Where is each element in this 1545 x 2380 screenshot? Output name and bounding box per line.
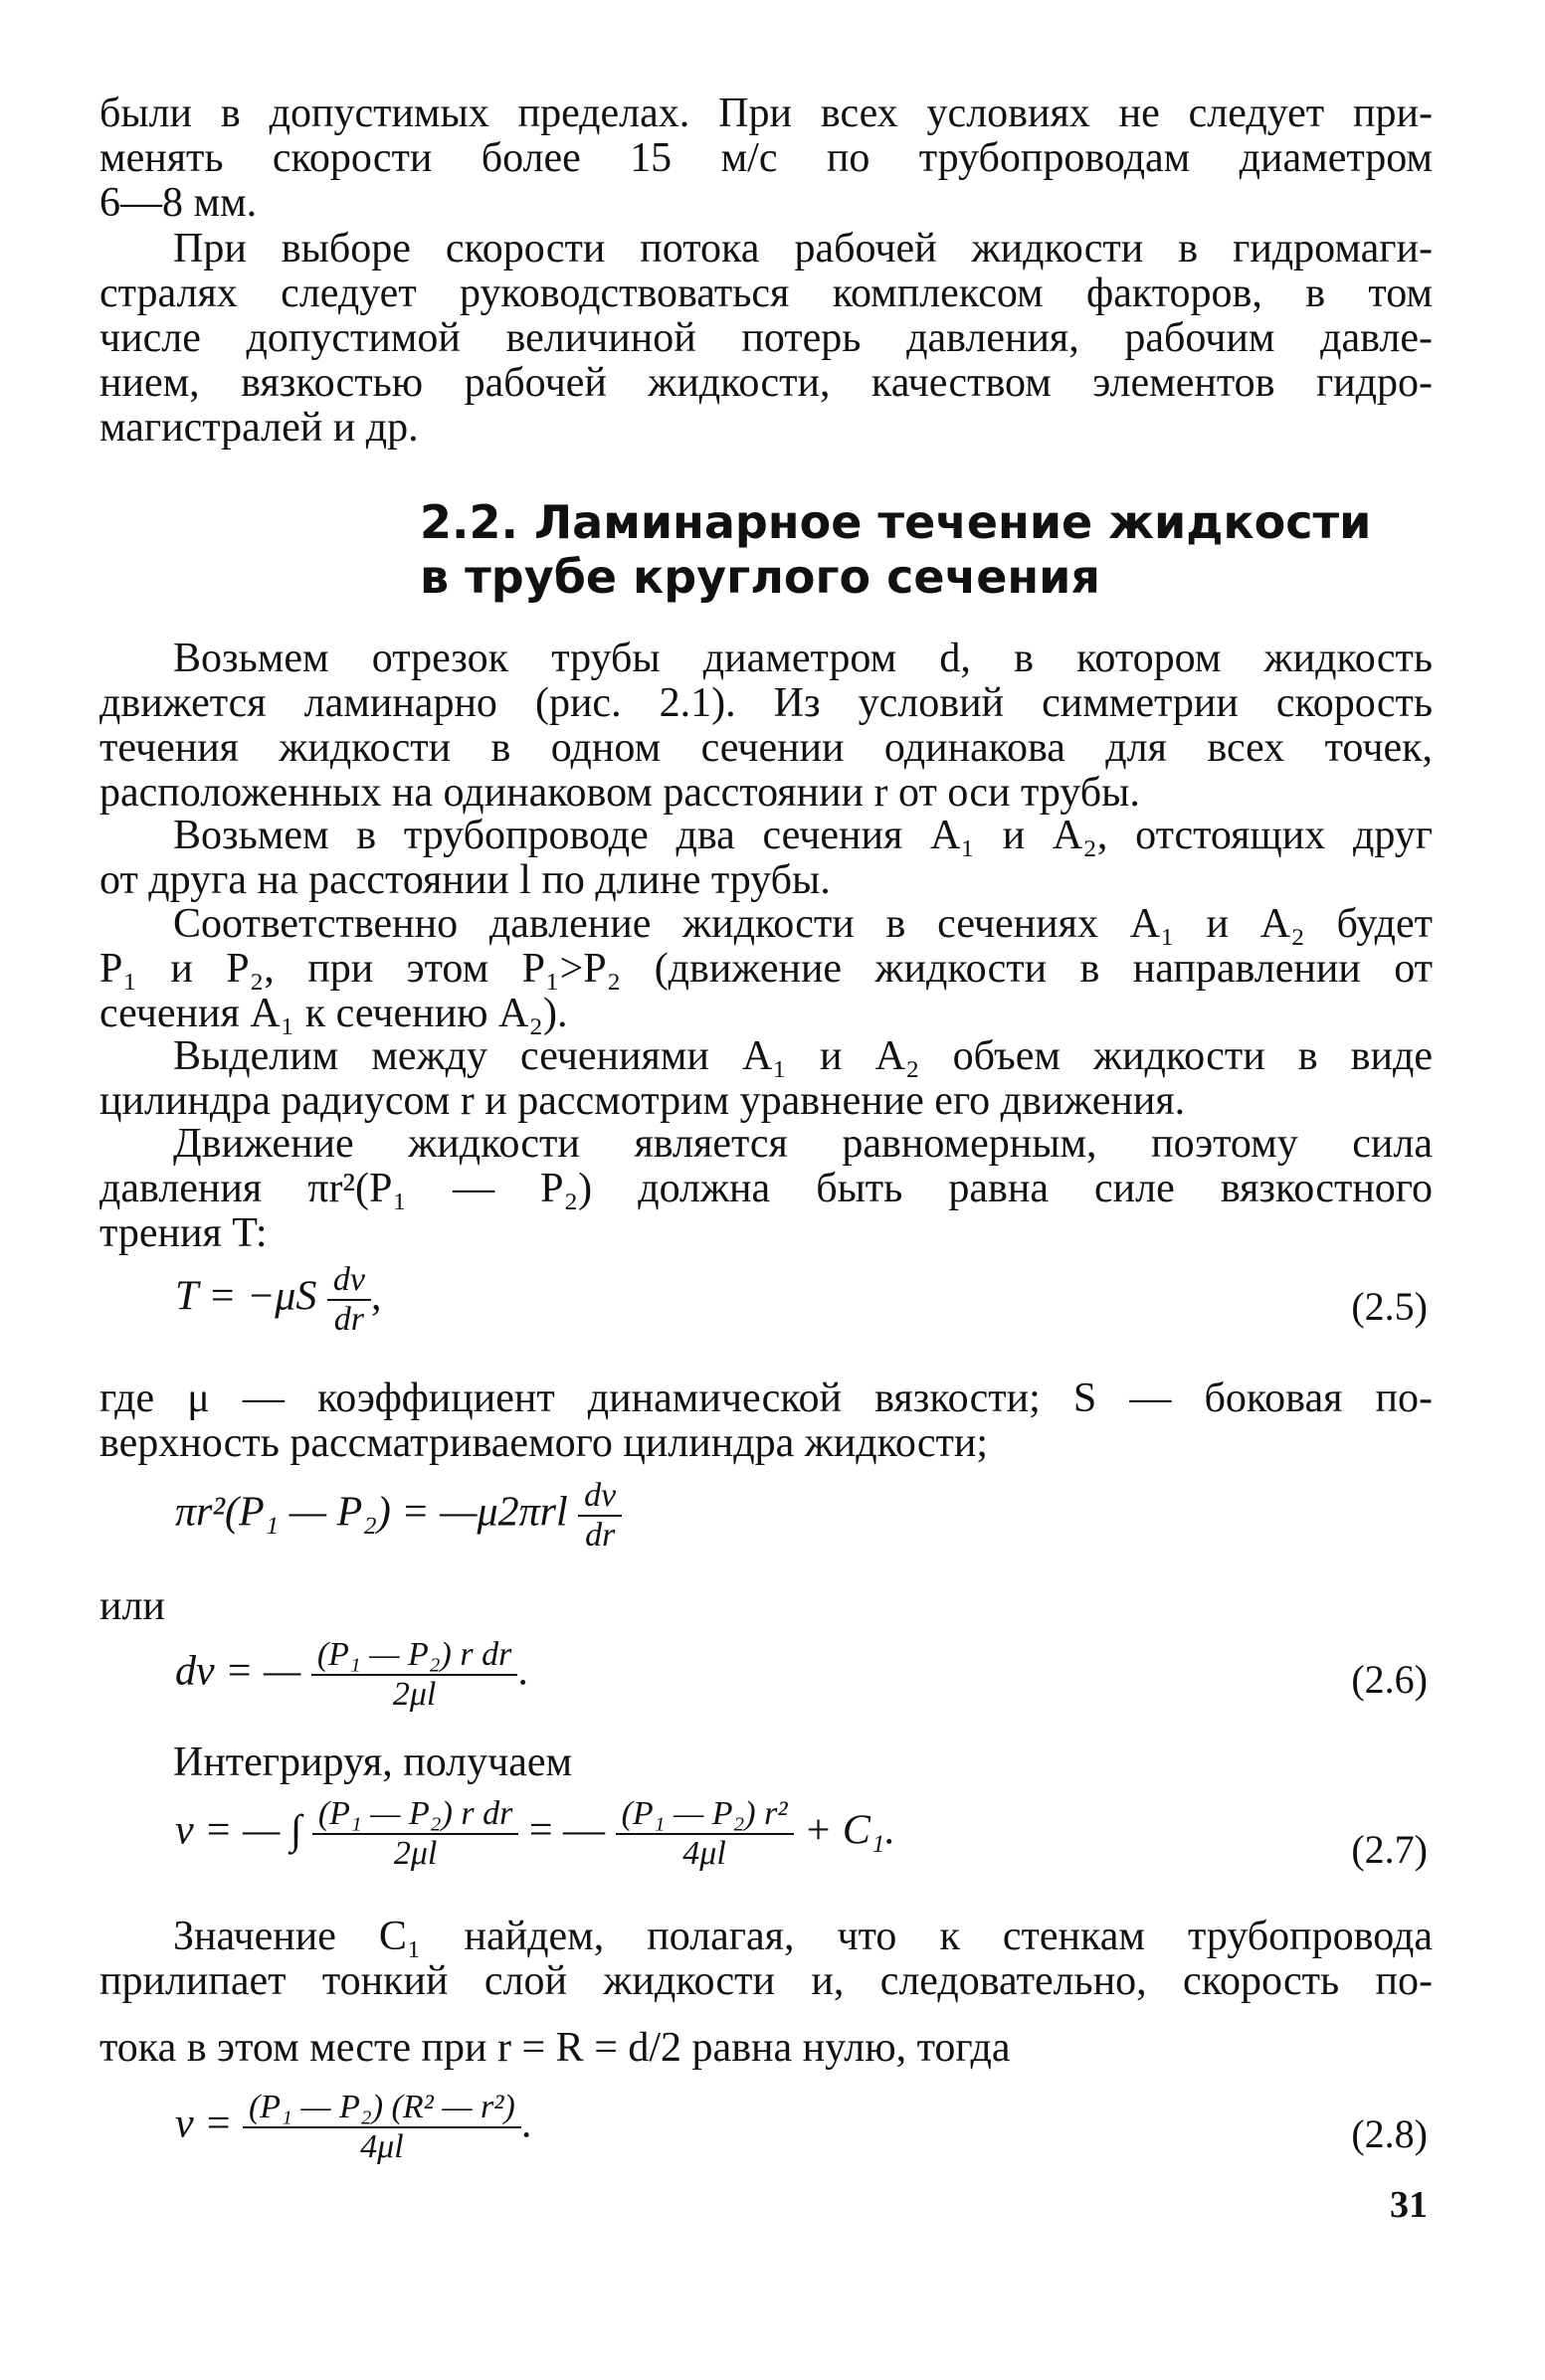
page-number: 31 xyxy=(1390,2184,1428,2226)
formula-2-6: dv = — $\frac{\text{(P₁ — P₂) r dr}}{2\mu l}$ . xyxy=(175,1636,528,1713)
paragraph-pipe-segment: Возьмем отрезок трубы диаметром d, в котором жидкость движется ламинарно (рис. 2.1). Из условий симметрии скорость течения жидкости в одном сечении одинакова для всех точек, расположенных на одинаковом расстоянии r от оси трубы. xyxy=(99,636,1433,816)
equation-number: (2.7) xyxy=(1351,1827,1428,1872)
section-heading: 2.2. Ламинарное течение жидкости в трубе круглого сечения xyxy=(420,495,1372,604)
paragraph-constant: Значение C₁ найдем, полагая, что к стенкам трубопровода прилипает тонкий слой жидкости и, следовательно, скорость по- тока в этом месте при r = R = d/2 равна нулю, тогда xyxy=(99,1914,1433,2071)
paragraph-integrating: Интегрируя, получаем xyxy=(173,1739,573,1785)
paragraph-pressures: Соответственно давление жидкости в сечениях A₁ и A₂ будет P₁ и P₂, при этом P₁>P₂ (движение жидкости в направлении от сечения A₁ к сечению A₂). xyxy=(99,901,1433,1036)
equation-number: (2.5) xyxy=(1351,1284,1428,1329)
fraction: $\frac{\text{(P₁ — P₂) r dr}}{2\mu l}$ xyxy=(311,1636,518,1714)
fraction: $\frac{dv}{dr}$ xyxy=(578,1477,622,1555)
paragraph-velocity-limits: были в допустимых пределах. При всех условиях не следует при- менять скорости более 15 м/с по трубопроводам диаметром 6—8 мм. xyxy=(99,91,1433,226)
equation-number: (2.8) xyxy=(1351,2111,1428,2156)
paragraph-or: или xyxy=(99,1583,165,1629)
formula-2-7: v = — ∫ $\frac{\text{(P₁ — P₂) r dr}}{2\mu l}$ = — $\frac{\text{(P₁ — P₂) r²}}{4\mu l}$ + C₁. xyxy=(175,1795,896,1872)
formula-force-balance: πr²(P₁ — P₂) = —μ2πrl $\frac{dv}{dr}$ xyxy=(175,1477,622,1555)
equation-number: (2.6) xyxy=(1351,1657,1428,1702)
fraction: $\frac{dv}{dr}$ xyxy=(327,1261,371,1339)
paragraph-cylinder: Выделим между сечениями A₁ и A₂ объем жидкости в виде цилиндра радиусом r и рассмотрим уравнение его движения. xyxy=(99,1033,1433,1124)
paragraph-velocity-choice: При выборе скорости потока рабочей жидкости в гидромаги- стралях следует руководствоваться комплексом факторов, в том числе допустимой величиной потерь давления, рабочим давле- нием, вязкостью рабочей жидкости, качеством элементов гидро- магистралей и др. xyxy=(99,226,1433,451)
formula-2-8: v = $\frac{\text{(P₁ — P₂) (R² — r²)}}{4\mu l}$ . xyxy=(175,2089,532,2165)
fraction: $\frac{\text{(P₁ — P₂) (R² — r²)}}{4\mu l}$ xyxy=(243,2089,521,2166)
fraction: $\frac{\text{(P₁ — P₂) r²}}{4\mu l}$ xyxy=(616,1795,794,1873)
paragraph-uniform-motion: Движение жидкости является равномерным, поэтому сила давления πr²(P₁ — P₂) должна быть равна силе вязкостного трения T: xyxy=(99,1121,1433,1256)
paragraph-viscosity-definition: где μ — коэффициент динамической вязкости; S — боковая по- верхность рассматриваемого цилиндра жидкости; xyxy=(99,1375,1433,1466)
paragraph-two-sections: Возьмем в трубопроводе два сечения A₁ и A₂, отстоящих друг от друга на расстоянии l по длине трубы. xyxy=(99,813,1433,903)
fraction: $\frac{\text{(P₁ — P₂) r dr}}{2\mu l}$ xyxy=(312,1795,519,1873)
formula-2-5: T = −μS $\frac{dv}{dr}$ , xyxy=(175,1261,382,1338)
